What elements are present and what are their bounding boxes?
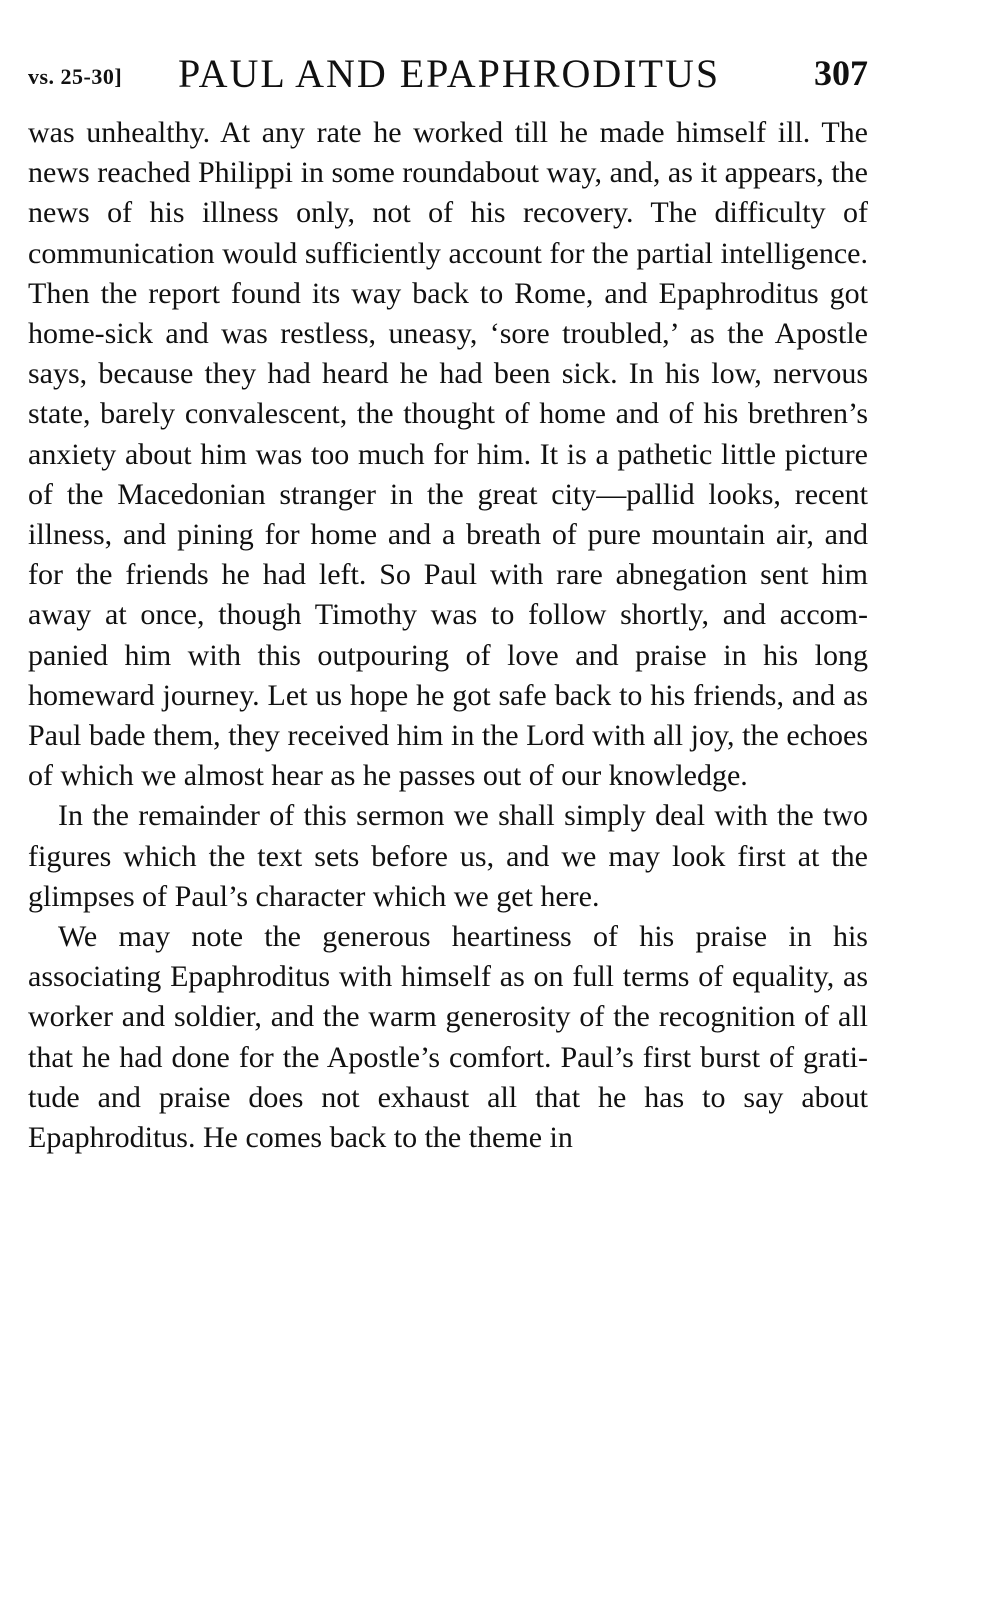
running-header — [28, 42, 868, 102]
running-title: PAUL AND EPAPHRODITUS — [178, 51, 721, 96]
paragraph-remainder-of-sermon: In the remainder of this sermon we shall simply deal with the two figures which the text sets before us, and we may look first at the glimpses of Paul’s character which we get here. — [28, 799, 868, 913]
paragraph-generous-praise: We may note the generous heartiness of his praise in his associating Epaphroditus with himself as on full terms of equality, as worker and soldier, and the warm generosity of the recognition of all that he had done for the Apostle’s comfort. Paul’s first burst of gratitude and praise does not exhaust all that he has to say about Epaphroditus. He comes back to the theme in — [28, 920, 868, 1155]
verse-reference: vs. 25-30] — [28, 64, 123, 89]
page-number: 307 — [814, 53, 868, 93]
paragraph-continued: was unhealthy. At any rate he worked till he made himself ill. The news reached Philippi in some roundabout way, and, as it appears, the news of his illness only, not of his recovery. The difficulty of communication would sufficiently account for the partial intelligence. Then the report found its way back to Rome, and Epaphroditus got home-sick and was restless, uneasy, ‘sore troubled,’ as the Apostle says, because they had heard he had been sick. In his low, nervous state, barely convalescent, the thought of home and of his brethren’s anxiety about him was too much for him. It is a pathetic little picture of the Macedonian stranger in the great city—pallid looks, recent illness, and pining for home and a breath of pure mountain air, and for the friends he had left. So Paul with rare abnegation sent him away at once, though Timothy was to follow shortly, and accompanied him with this outpouring of love and praise in his long homeward journey. Let us hope he got safe back to his friends, and as Paul bade them, they received him in the Lord with all joy, the echoes of which we almost hear as he passes out of our knowledge. — [28, 116, 868, 793]
body-text — [28, 113, 868, 1158]
